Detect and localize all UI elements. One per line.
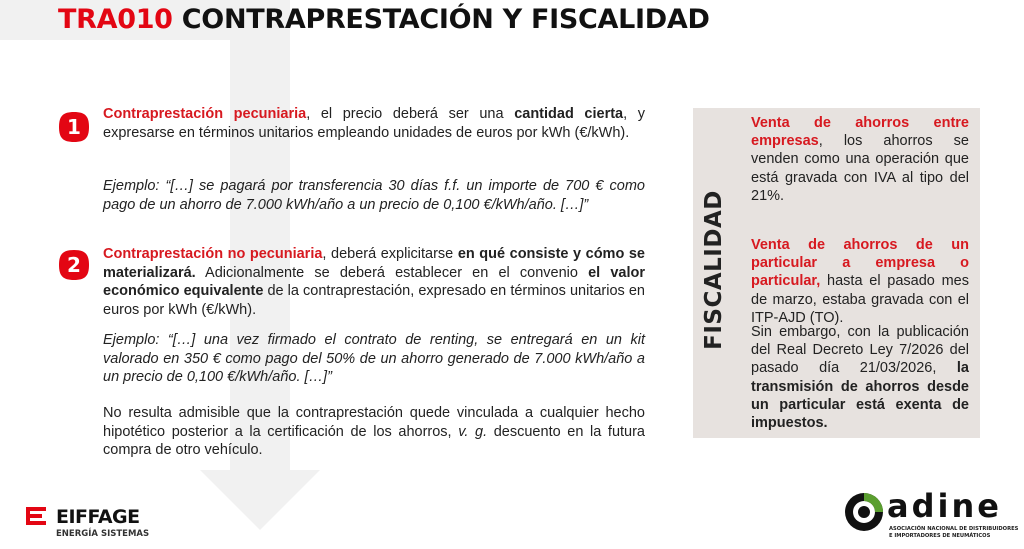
title-text: CONTRAPRESTACIÓN Y FISCALIDAD — [181, 4, 710, 35]
fiscalidad-block-2: Venta de ahorros de un particular a empresa o particular, hasta el pasado mes de marzo, estaba gravada con el ITP-AJD (TO). — [751, 237, 969, 326]
section-2-example: Ejemplo: “[…] una vez firmado el contrato de renting, se entregará en un kit valorado en 350 € como pago del 50% de un ahorro generado de 7.000 kWh/año a un precio de 0,100 €/kWh/año. […]” — [103, 332, 645, 385]
fiscalidad-label: FISCALIDAD — [701, 190, 727, 350]
page-title — [58, 4, 710, 35]
section-1-example: Ejemplo: “[…] se pagará por transferencia 30 días f.f. un importe de 700 € como pago de un ahorro de 7.000 kWh/año a un precio de 0,100 €/kWh/año. […]” — [103, 178, 645, 213]
section-2-text: Contraprestación no pecuniaria, deberá explicitarse en qué consiste y cómo se materializará. Adicionalmente se deberá establecer en el convenio el valor económico equivalente de la contraprestación, expresado en términos unitarios en euros por kWh (€/kWh). — [103, 246, 646, 318]
section-2-note: No resulta admisible que la contraprestación quede vinculada a cualquier hecho hipotético posterior a la certificación de los ahorros, v. g. descuento en la futura compra de otro vehículo. — [103, 405, 646, 458]
section-2-term: Contraprestación no pecuniaria — [103, 246, 323, 262]
eiffage-logo — [24, 504, 150, 539]
number-badge-icon — [58, 249, 90, 281]
fiscalidad-block-3: Sin embargo, con la publicación del Real Decreto Ley 7/2026 del pasado día 21/03/2026, la transmisión de ahorros desde un particular está exenta de impuestos. — [751, 324, 969, 432]
adine-logo-icon — [843, 491, 885, 533]
adine-logo — [843, 487, 1019, 543]
fiscalidad-block-1: Venta de ahorros entre empresas, los ahorros se venden como una operación que está gravada con IVA al tipo del 21%. — [751, 115, 969, 204]
eiffage-name: EIFFAGE — [56, 506, 140, 528]
badge-number: 2 — [67, 253, 81, 277]
section-1-term: Contraprestación pecuniaria — [103, 106, 307, 122]
eiffage-logo-icon — [24, 504, 50, 530]
title-code: TRA010 — [58, 4, 173, 35]
adine-name: adine — [887, 487, 1002, 525]
section-1-text: Contraprestación pecuniaria, el precio deberá ser una cantidad cierta, y expresarse en términos unitarios empleando unidades de euros por kWh (€/kWh). — [103, 106, 646, 141]
badge-number: 1 — [67, 115, 81, 139]
eiffage-subtitle: ENERGÍA SISTEMAS — [56, 529, 150, 539]
number-badge-icon — [58, 111, 90, 143]
adine-subtitle-2: E IMPORTADORES DE NEUMÁTICOS — [889, 533, 991, 539]
adine-subtitle-1: ASOCIACIÓN NACIONAL DE DISTRIBUIDORES — [889, 526, 1019, 532]
